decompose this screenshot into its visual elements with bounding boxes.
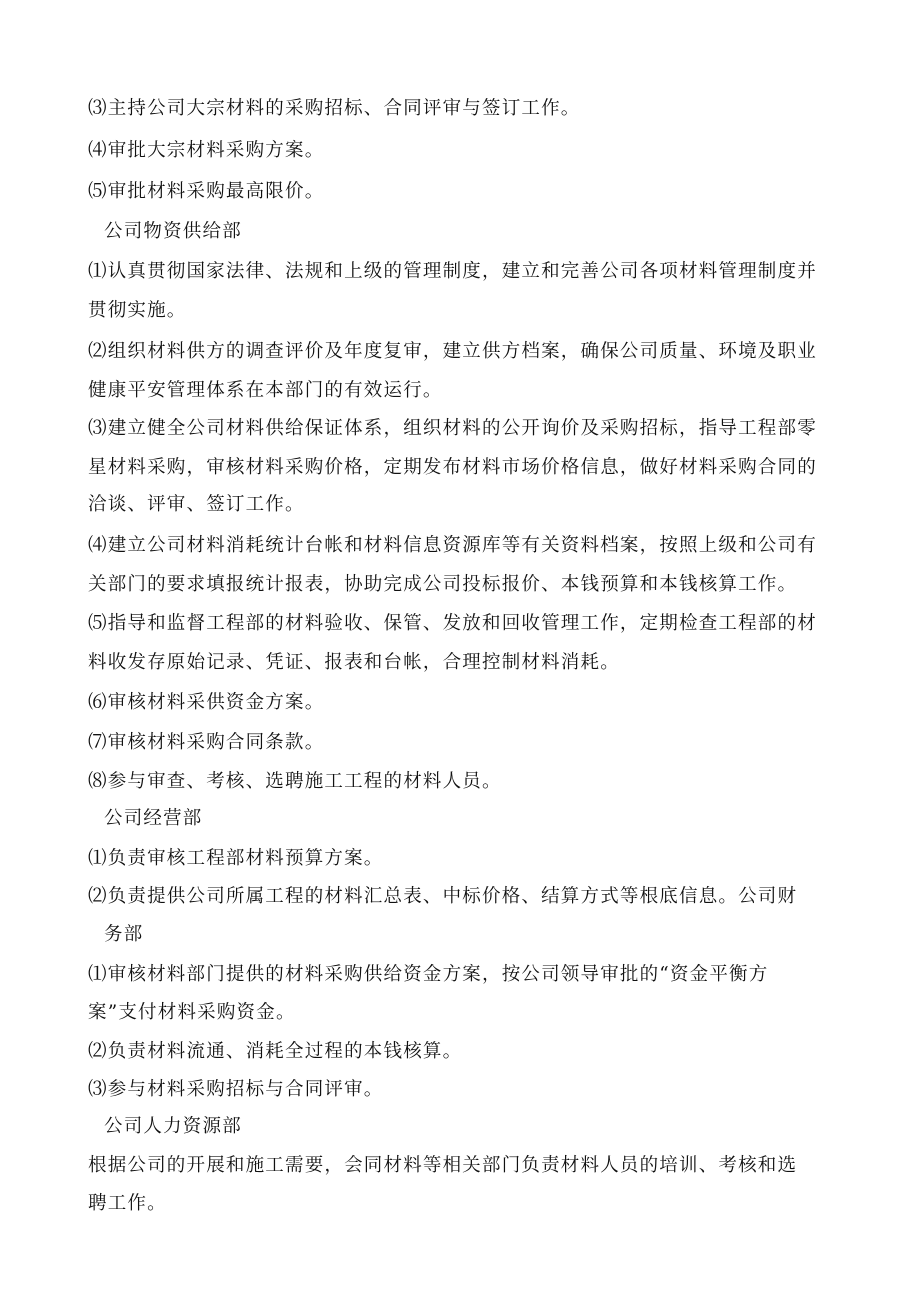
- text-line: ⑴负责审核工程部材料预算方案。: [88, 848, 384, 869]
- text-line: ⑶参与材料采购招标与合同评审。: [88, 1079, 384, 1100]
- text-line: ⑸审批材料采购最高限价。: [88, 181, 325, 202]
- text-line: 星材料采购，审核材料采购价格，定期发布材料市场价格信息，做好材料采购合同的: [88, 457, 817, 478]
- text-line: 洽谈、评审、签订工作。: [88, 494, 305, 515]
- text-line: ⑺审核材料采购合同条款。: [88, 732, 325, 753]
- text-line: ⑶建立健全公司材料供给保证体系，组织材料的公开询价及采购招标，指导工程部零: [88, 418, 817, 439]
- text-line: ⑵负责提供公司所属工程的材料汇总表、中标价格、结算方式等根底信息。公司财: [88, 886, 798, 907]
- text-line: ⑷审批大宗材料采购方案。: [88, 140, 325, 161]
- section-heading: 务部: [104, 924, 144, 945]
- text-line: 根据公司的开展和施工需要，会同材料等相关部门负责材料人员的培训、考核和选: [88, 1155, 798, 1176]
- section-heading: 公司物资供给部: [104, 221, 242, 242]
- text-line: ⑸指导和监督工程部的材料验收、保管、发放和回收管理工作，定期检查工程部的材: [88, 613, 817, 634]
- text-line: ⑵组织材料供方的调查评价及年度复审，建立供方档案，确保公司质量、环境及职业: [88, 341, 817, 362]
- text-line: 关部门的要求填报统计报表，协助完成公司投标报价、本钱预算和本钱核算工作。: [88, 574, 798, 595]
- text-line: ⑴认真贯彻国家法律、法规和上级的管理制度，建立和完善公司各项材料管理制度并: [88, 261, 817, 282]
- text-line: ⑵负责材料流通、消耗全过程的本钱核算。: [88, 1041, 463, 1062]
- section-heading: 公司人力资源部: [104, 1116, 242, 1137]
- text-line: 聘工作。: [88, 1193, 167, 1214]
- text-line: ⑻参与审查、考核、选聘施工工程的材料人员。: [88, 771, 502, 792]
- text-line: 健康平安管理体系在本部门的有效运行。: [88, 380, 443, 401]
- section-heading: 公司经营部: [104, 808, 203, 829]
- text-line: 料收发存原始记录、凭证、报表和台帐，合理控制材料消耗。: [88, 652, 620, 673]
- text-line: 案”支付材料采购资金。: [88, 1002, 296, 1023]
- text-line: 贯彻实施。: [88, 300, 187, 321]
- text-line: ⑶主持公司大宗材料的采购招标、合同评审与签订工作。: [88, 98, 581, 119]
- text-line: ⑷建立公司材料消耗统计台帐和材料信息资源库等有关资料档案，按照上级和公司有: [88, 535, 817, 556]
- text-line: ⑹审核材料采供资金方案。: [88, 692, 325, 713]
- text-line: ⑴审核材料部门提供的材料采购供给资金方案，按公司领导审批的“资金平衡方: [88, 964, 769, 985]
